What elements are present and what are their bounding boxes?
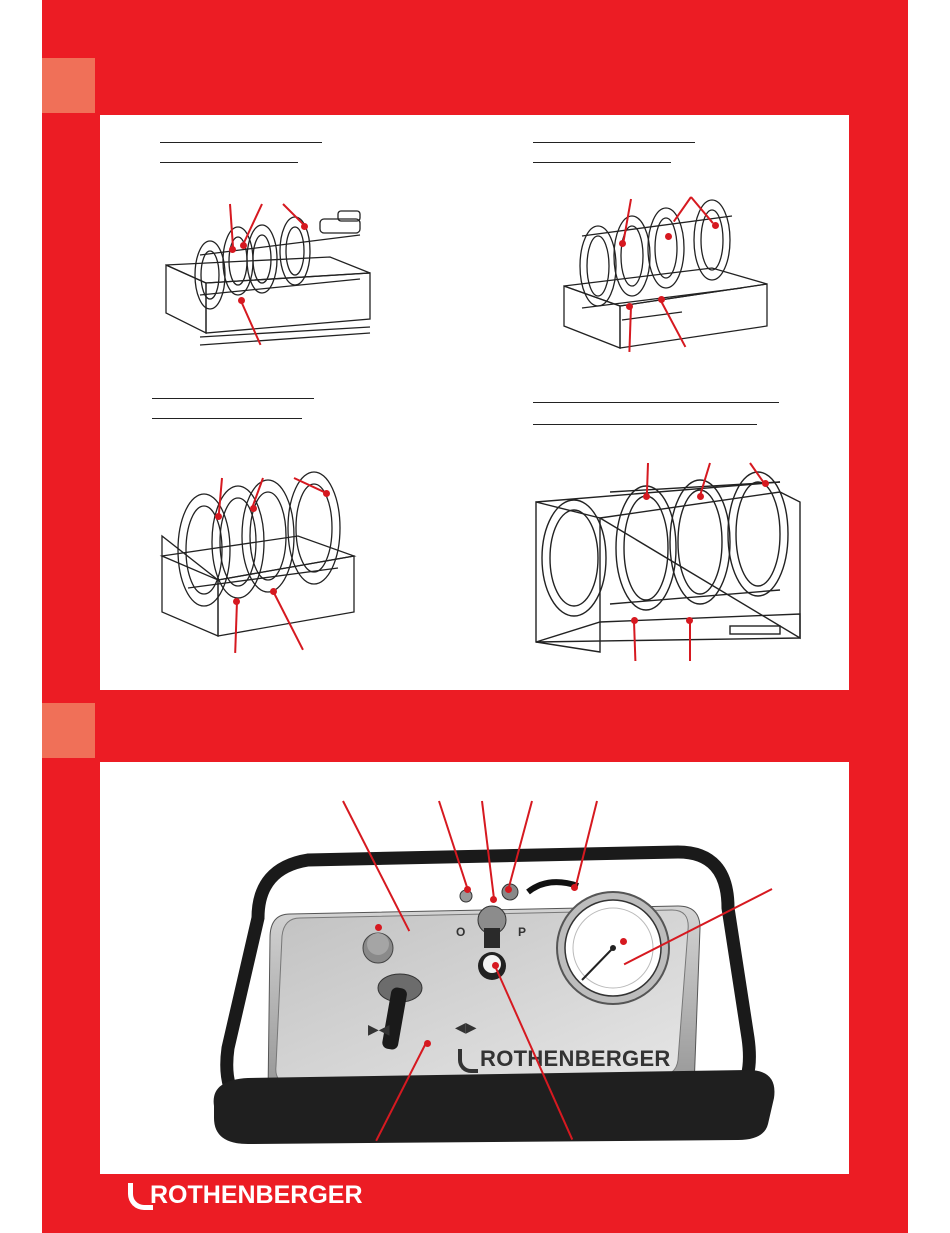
svg-text:▶◀: ▶◀ — [368, 1022, 390, 1038]
machine-4-title-line — [533, 402, 779, 403]
machine-3-dot-b — [250, 505, 257, 512]
machine-3-subtitle-line — [152, 418, 302, 419]
machine-2-dot-d — [626, 303, 633, 310]
machine-2-dot-a — [619, 240, 626, 247]
unit-dot-gauge — [620, 938, 627, 945]
machine-1-dot-d — [238, 297, 245, 304]
footer-logo-text: ROTHENBERGER — [150, 1181, 363, 1209]
machine-4-dot-b — [697, 493, 704, 500]
machine-3-dot-d — [233, 598, 240, 605]
unit-dot-lever — [424, 1040, 431, 1047]
machine-3-dot-a — [215, 513, 222, 520]
machine-1-dot-b — [240, 242, 247, 249]
butt-fusion-machine-frame-icon — [530, 462, 810, 662]
unit-dot-valve — [490, 896, 497, 903]
unit-dot-fitting-2 — [505, 886, 512, 893]
section-tab-marker-1 — [42, 58, 95, 113]
unit-dot-pressure-knob — [492, 962, 499, 969]
machine-2-dot-e — [658, 296, 665, 303]
machine-2-title-line — [533, 142, 695, 143]
valve-label-p: P — [518, 925, 527, 939]
machine-3-title-line — [152, 398, 314, 399]
butt-fusion-machine-large-ring-icon — [158, 476, 358, 646]
butt-fusion-machine-4-clamp-icon — [160, 195, 390, 355]
machine-4-leader-e — [689, 621, 691, 661]
machine-2-dot-b — [665, 233, 672, 240]
machine-3-dot-e — [270, 588, 277, 595]
machine-4-dot-a — [643, 493, 650, 500]
panel-logo-text: ROTHENBERGER — [480, 1046, 671, 1071]
machine-1-title-line — [160, 142, 322, 143]
machine-1-subtitle-line — [160, 162, 298, 163]
valve-label-o: O — [456, 925, 466, 939]
machine-2-subtitle-line — [533, 162, 671, 163]
machine-2-dot-c — [712, 222, 719, 229]
machine-4-dot-c — [762, 480, 769, 487]
unit-dot-fitting-1 — [464, 886, 471, 893]
machine-4-subtitle-line — [533, 424, 757, 425]
machine-4-dot-d — [631, 617, 638, 624]
machine-1-dot-a — [229, 246, 236, 253]
machine-1-dot-c — [301, 223, 308, 230]
unit-dot-knob — [375, 924, 382, 931]
machine-3-dot-c — [323, 490, 330, 497]
unit-dot-hose — [571, 884, 578, 891]
section-tab-marker-2 — [42, 703, 95, 758]
machine-4-dot-e — [686, 617, 693, 624]
svg-text:◀▶: ◀▶ — [455, 1020, 477, 1036]
